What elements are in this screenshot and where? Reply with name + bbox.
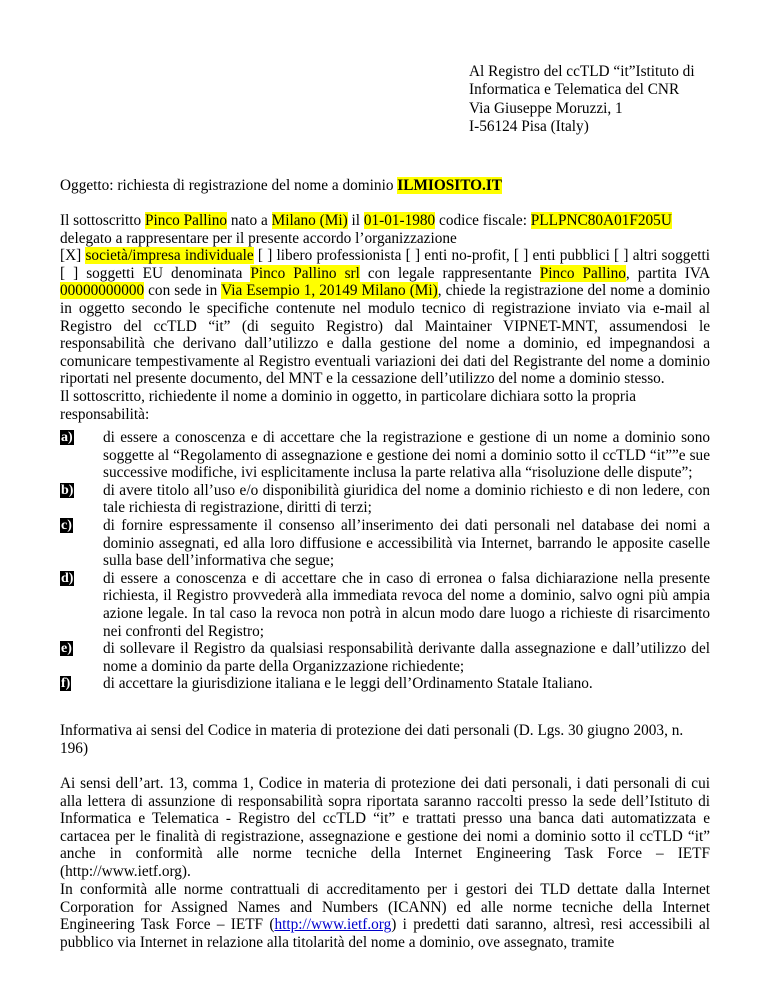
item-marker: d) (61, 570, 74, 586)
address-line: Via Giuseppe Moruzzi, 1 (469, 99, 623, 117)
intro-text: [ ] libero professionista [ ] enti no-profit, [ ] enti pubblici [ ] altri soggetti [ ] soggetti EU denominata (60, 247, 710, 282)
privacy-title: Informativa ai sensi del Codice in materia di protezione dei dati personali (D. Lgs. 30 giugno 2003, n. 196) (60, 722, 684, 757)
registrant-name: Pinco Pallino (144, 212, 227, 229)
ietf-link[interactable]: http://www.ietf.org (274, 916, 392, 934)
list-item (60, 429, 710, 482)
item-text: di fornire espressamente il consenso all’inserimento dei dati personali nel database dei nomi a dominio assegnati, ed alla loro diffusione e accessibilità via Internet, barrando le apposite caselle sulla base dell’informativa che segue; (103, 516, 710, 570)
list-item (60, 517, 710, 570)
list-item (60, 675, 710, 693)
intro-text: il (347, 212, 364, 229)
org-type: società/impresa individuale (85, 247, 254, 265)
org-type-checkbox: [X] (60, 247, 86, 265)
org-name: Pinco Pallino srl (250, 264, 360, 282)
birthdate: 01-01-1980 (363, 212, 436, 229)
intro-text: , chiede la registrazione del nome a dominio in oggetto secondo le specifiche contenute nel modulo tecnico di registrazione inviato via e-mail al Registro del ccTLD “it” (di seguito Registro) dal Maintainer VIPNET-MNT, assumendosi le responsabilità che derivano dall’utilizzo e dalla gestione del nome a dominio, ed impegnandosi a comunicare tempestivamente al Registro eventuali variazioni dei dati del Registrante del nome a dominio riportati nel presente documento, del MNT e la cessazione dell’utilizzo del nome a dominio stesso. (60, 282, 711, 388)
declarations-list (60, 429, 710, 693)
vat-number: 00000000000 (60, 282, 145, 300)
address-line: Al Registro del ccTLD “it”Istituto di (469, 63, 695, 80)
intro-text: , partita IVA (625, 264, 711, 282)
item-marker: f) (61, 676, 71, 692)
intro-paragraph (60, 212, 710, 388)
intro-text: nato a (227, 212, 272, 229)
recipient-address (469, 63, 729, 137)
address-line: Informatica e Telematica del CNR (469, 81, 680, 99)
item-marker: c) (61, 517, 72, 533)
subject-prefix: Oggetto: richiesta di registrazione del nome a dominio (60, 177, 398, 194)
item-text: di sollevare il Registro da qualsiasi responsabilità derivante dalla assegnazione e dall’utilizzo del nome a dominio da parte della Organizzazione richiedente; (103, 640, 710, 675)
item-text: di avere titolo all’uso e/o disponibilità giuridica del nome a dominio richiesto e di non ledere, con tale richiesta di registrazione, diritti di terzi; (103, 481, 710, 517)
intro-text: con sede in (144, 282, 222, 300)
item-marker: e) (61, 641, 72, 657)
subject-domain: ILMIOSITO.IT (397, 177, 503, 194)
declaration-intro: Il sottoscritto, richiedente il nome a dominio in oggetto, in particolare dichiara sotto la propria responsabilità: (60, 388, 637, 423)
list-item (60, 570, 710, 640)
item-text: di accettare la giurisdizione italiana e le leggi dell’Ordinamento Statale Italiano. (103, 675, 593, 693)
item-text: di essere a conoscenza e di accettare che la registrazione e gestione di un nome a dominio sono soggette al “Regolamento di assegnazione e gestione dei nomi a dominio sotto il ccTLD “it””e sue successive modifiche, ivi esplicitamente inclusa la parte relativa alla “risoluzione delle dispute”; (103, 429, 710, 482)
intro-text: delegato a rappresentare per il presente accordo l’organizzazione (60, 229, 457, 247)
tax-code: PLLPNC80A01F205U (530, 212, 672, 229)
list-item (60, 640, 710, 675)
birthplace: Milano (Mi) (271, 212, 348, 229)
item-marker: a) (61, 430, 73, 445)
intro-text: Il sottoscritto (60, 212, 145, 229)
item-marker: b) (61, 482, 74, 498)
list-item (60, 482, 710, 517)
privacy-paragraph-1: Ai sensi dell’art. 13, comma 1, Codice in materia di protezione dei dati personali, i dati personali di cui alla lettera di assunzione di responsabilità sopra riportata saranno raccolti presso la sede dell’Istituto di Informatica e Telematica - Registro del ccTLD “it” e trattati presso una banca dati automatizzata e cartacea per le finalità di registrazione, assegnazione e gestione dei nomi a dominio sotto il ccTLD “it” anche in conformità alle norme tecniche della Internet Engineering Task Force – IETF (http://www.ietf.org). (60, 775, 710, 880)
intro-text: con legale rappresentante (359, 264, 540, 282)
registered-office: Via Esempio 1, 20149 Milano (Mi) (221, 282, 438, 300)
subject-line (60, 177, 710, 195)
intro-text: codice fiscale: (435, 212, 531, 229)
legal-representative: Pinco Pallino (539, 264, 626, 282)
address-line: I-56124 Pisa (Italy) (469, 118, 589, 136)
privacy-text: In conformità alle norme contrattuali di accreditamento per i gestori dei TLD dettate dalla Internet Corporation for Assigned Names and Numbers (ICANN) ed alle norme tecniche della Internet Engineering Task Force – IETF ( (60, 881, 710, 934)
privacy-text: ) i predetti dati saranno, altresì, resi accessibili al pubblico via Internet in relazione alla titolarità del nome a dominio, ove assegnato, tramite (60, 916, 710, 951)
privacy-paragraph-2 (60, 881, 710, 951)
item-text: di essere a conoscenza e di accettare che in caso di erronea o falsa dichiarazione nella presente richiesta, il Registro provvederà alla immediata revoca del nome a dominio, salvo ogni più ampia azione legale. In tal caso la revoca non potrà in alcun modo dare luogo a richieste di risarcimento nei confronti del Registro; (103, 569, 710, 640)
